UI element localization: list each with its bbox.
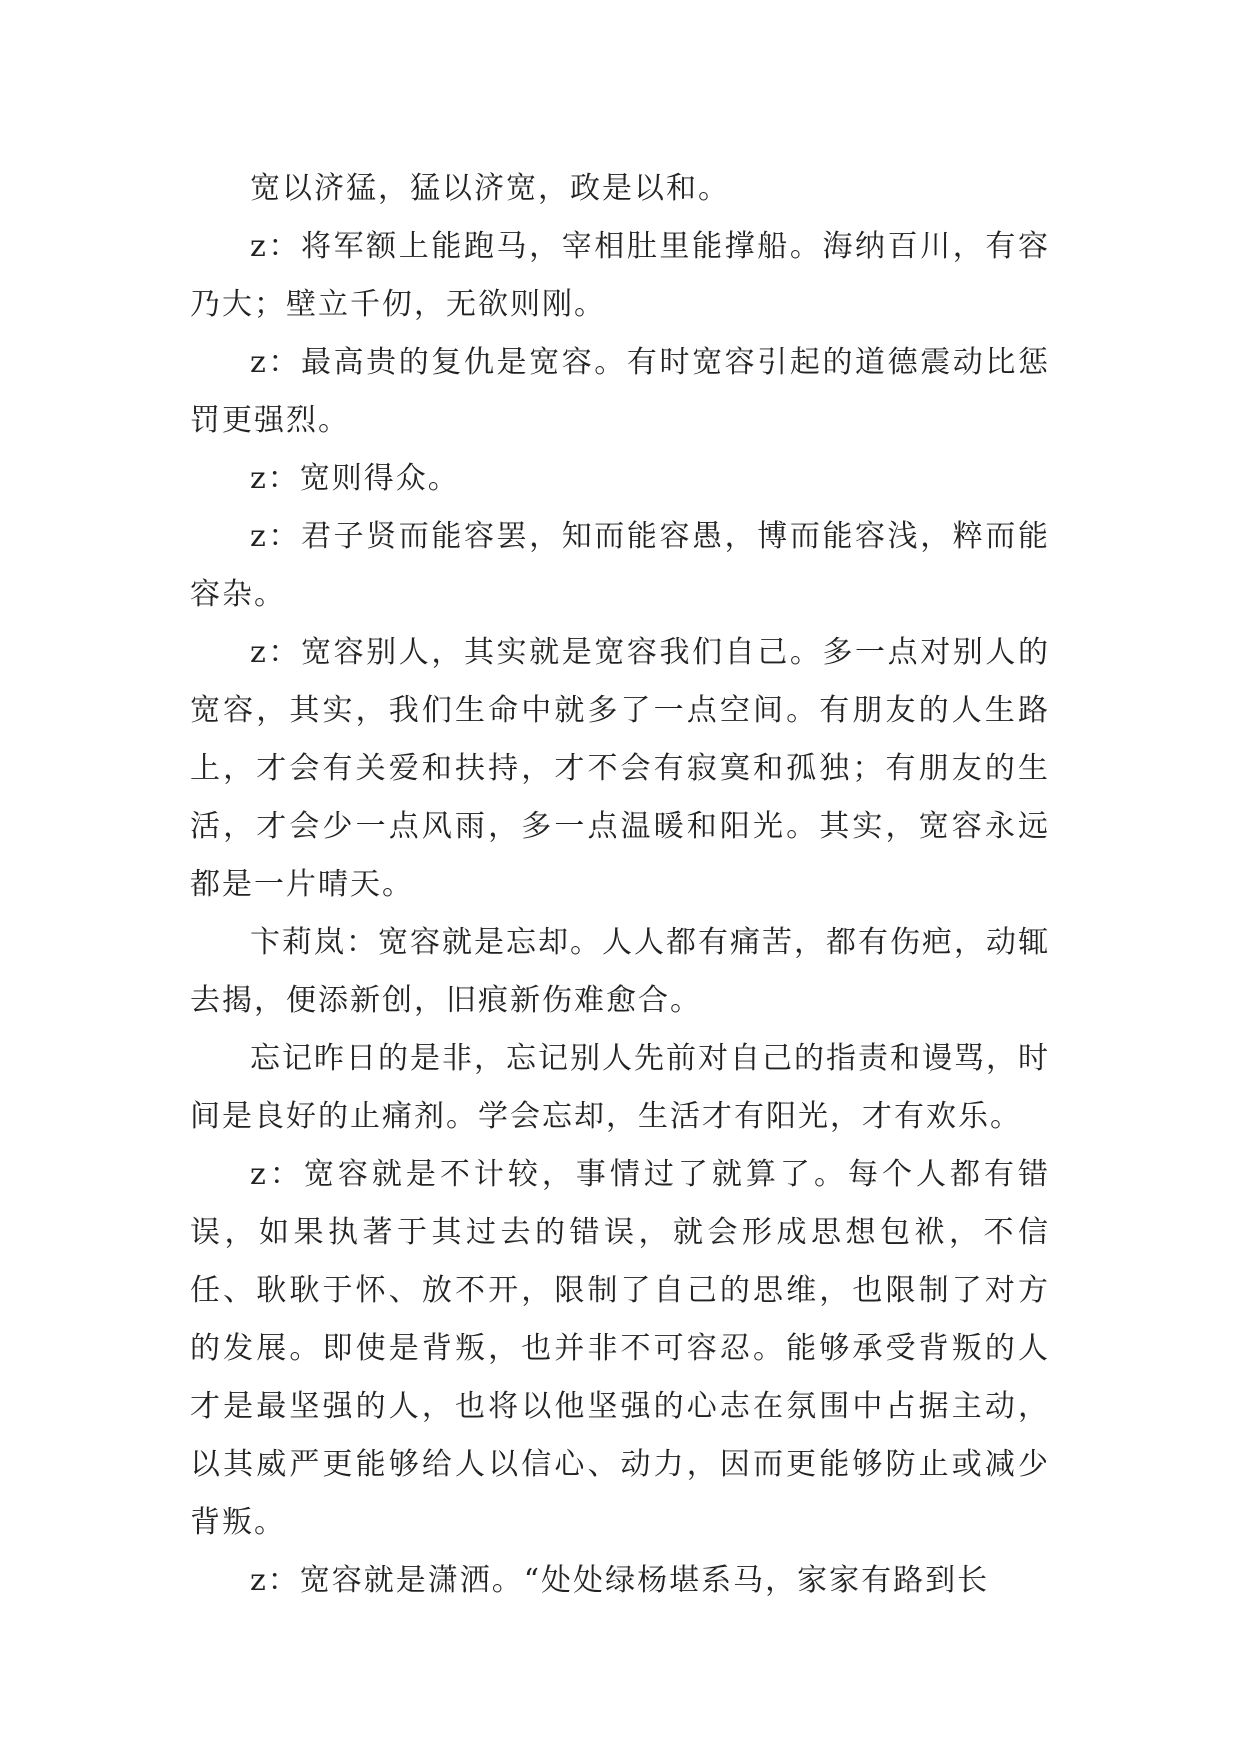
document-body [190, 160, 1050, 1610]
paragraph: 忘记昨日的是非，忘记别人先前对自己的指责和谩骂，时间是良好的止痛剂。学会忘却，生活才有阳光，才有欢乐。 [190, 1041, 1050, 1134]
paragraph: 卞莉岚：宽容就是忘却。人人都有痛苦，都有伤疤，动辄去揭，便添新创，旧痕新伤难愈合。 [190, 925, 1050, 1018]
paragraph: z：宽容就是不计较，事情过了就算了。每个人都有错误，如果执著于其过去的错误，就会形成思想包袱，不信任、耿耿于怀、放不开，限制了自己的思维，也限制了对方的发展。即使是背叛，也并非不可容忍。能够承受背叛的人才是最坚强的人，也将以他坚强的心志在氛围中占据主动，以其威严更能够给人以信心、动力，因而更能够防止或减少背叛。 [190, 1157, 1050, 1540]
paragraph: z：君子贤而能容罢，知而能容愚，博而能容浅，粹而能容杂。 [190, 519, 1050, 612]
paragraph: 宽以济猛，猛以济宽，政是以和。 [250, 171, 730, 206]
paragraph: z：将军额上能跑马，宰相肚里能撑船。海纳百川，有容乃大；壁立千仞，无欲则刚。 [190, 229, 1050, 322]
paragraph: z：最高贵的复仇是宽容。有时宽容引起的道德震动比惩罚更强烈。 [190, 345, 1050, 438]
paragraph: z：宽容别人，其实就是宽容我们自己。多一点对别人的宽容，其实，我们生命中就多了一点空间。有朋友的人生路上，才会有关爱和扶持，才不会有寂寞和孤独；有朋友的生活，才会少一点风雨，多一点温暖和阳光。其实，宽容永远都是一片晴天。 [190, 635, 1050, 902]
paragraph: z：宽容就是潇洒。“处处绿杨堪系马，家家有路到长 [250, 1563, 990, 1598]
paragraph: z：宽则得众。 [250, 461, 460, 496]
